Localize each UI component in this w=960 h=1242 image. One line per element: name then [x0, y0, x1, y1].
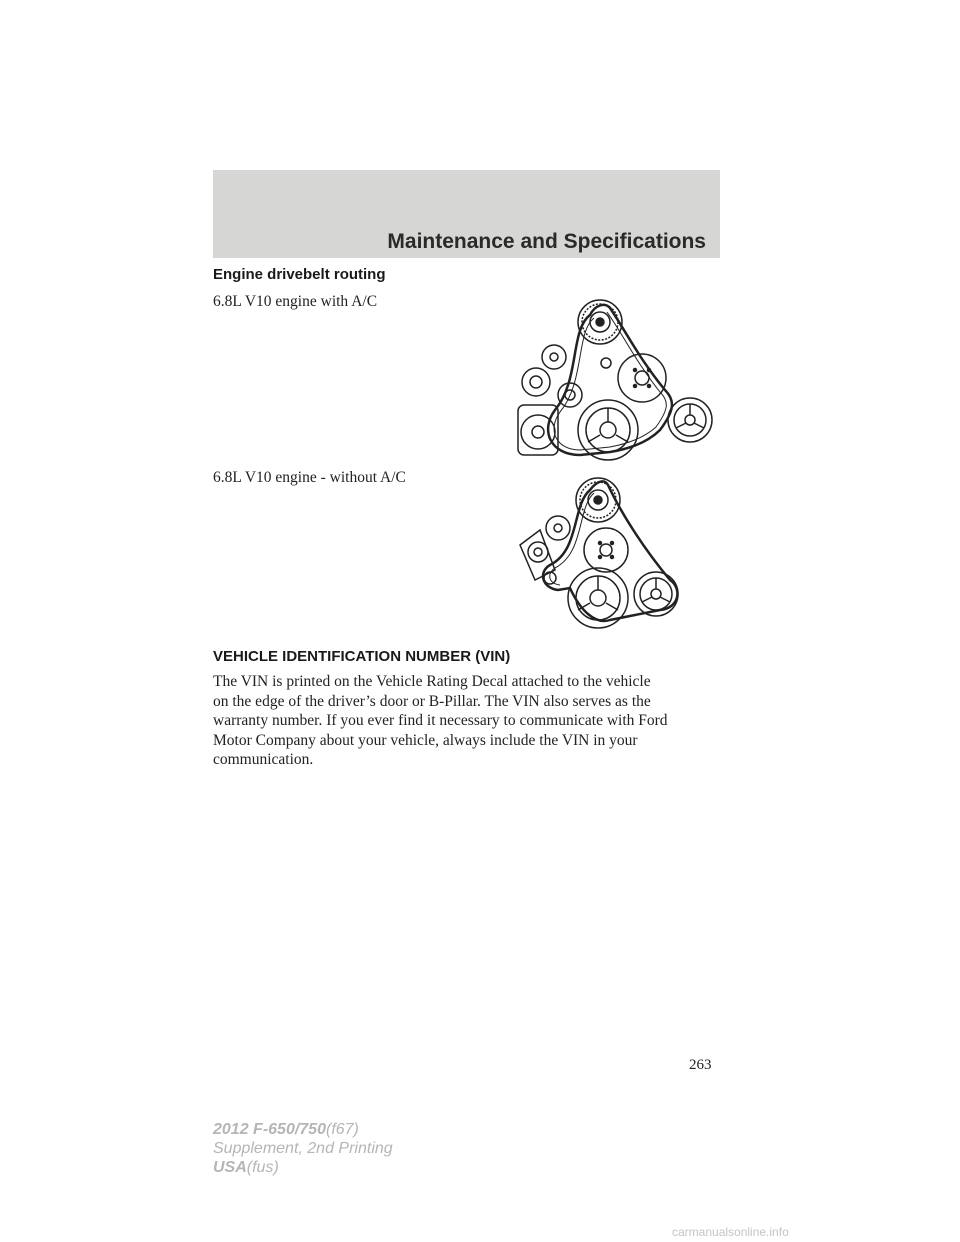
without-ac-caption: 6.8L V10 engine - without A/C: [213, 469, 406, 486]
vin-line: The VIN is printed on the Vehicle Rating Decal attached to the vehicle: [213, 673, 651, 690]
footer-market-code: (fus): [246, 1159, 279, 1176]
vin-line: communication.: [213, 751, 314, 768]
vin-heading: VEHICLE IDENTIFICATION NUMBER (VIN): [213, 648, 511, 665]
vin-line: Motor Company about your vehicle, always include the VIN in your: [213, 731, 638, 749]
vin-line: on the edge of the driver’s door or B-Pillar. The VIN also serves as the: [213, 692, 651, 710]
footer-model-code: (f67): [325, 1121, 359, 1138]
footer-printing: Supplement, 2nd Printing: [213, 1140, 393, 1157]
page-number: 263: [689, 1057, 712, 1073]
print-footer: [213, 1120, 393, 1177]
section-title: Maintenance and Specifications: [387, 230, 706, 253]
watermark: carmanualsonline.info: [672, 1225, 789, 1239]
section-header-band: [213, 170, 720, 258]
footer-model: 2012 F-650/750: [213, 1121, 326, 1138]
drivebelt-diagram-with-ac: [510, 290, 720, 470]
footer-market: USA: [213, 1159, 247, 1176]
drivebelt-heading: Engine drivebelt routing: [213, 266, 386, 283]
with-ac-caption: 6.8L V10 engine with A/C: [213, 293, 378, 310]
vin-line: warranty number. If you ever find it necessary to communicate with Ford: [213, 712, 668, 729]
drivebelt-diagram-without-ac: [510, 470, 720, 640]
vin-paragraph: [213, 672, 723, 770]
